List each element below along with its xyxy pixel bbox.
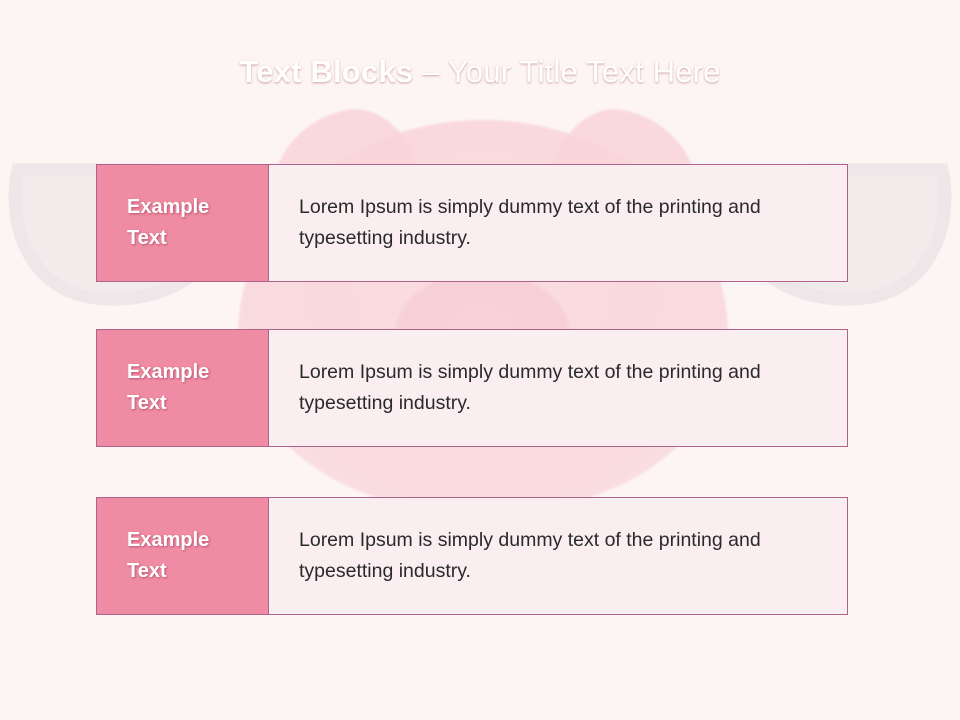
page-title-separator: – — [413, 54, 448, 89]
page-title-light: Your Title Text Here — [447, 54, 721, 89]
text-block-row[interactable] — [96, 329, 848, 447]
text-block-label — [97, 165, 269, 281]
text-block-body-text: Lorem Ipsum is simply dummy text of the printing and typesetting industry. — [299, 529, 761, 582]
text-block-label-line1: Example — [127, 529, 210, 551]
page-title-bold: Text Blocks — [239, 54, 414, 89]
text-block-row[interactable] — [96, 497, 848, 615]
text-block-body — [269, 330, 847, 446]
text-block-body — [269, 498, 847, 614]
text-block-body-text: Lorem Ipsum is simply dummy text of the printing and typesetting industry. — [299, 361, 761, 414]
text-block-row[interactable] — [96, 164, 848, 282]
text-block-body-text: Lorem Ipsum is simply dummy text of the printing and typesetting industry. — [299, 196, 761, 249]
text-block-body — [269, 165, 847, 281]
text-block-label-line2: Text — [127, 392, 167, 414]
text-block-label — [97, 498, 269, 614]
text-block-label-line1: Example — [127, 361, 210, 383]
text-block-label — [97, 330, 269, 446]
text-block-label-line1: Example — [127, 196, 210, 218]
text-block-label-line2: Text — [127, 227, 167, 249]
text-block-label-line2: Text — [127, 560, 167, 582]
